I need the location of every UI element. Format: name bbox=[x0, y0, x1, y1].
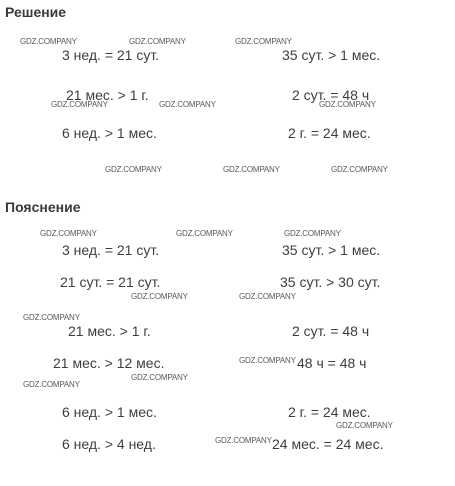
explanation-row-6-right: 24 мес. = 24 мес. bbox=[272, 436, 384, 452]
watermark: GDZ.COMPANY bbox=[20, 37, 77, 46]
watermark: GDZ.COMPANY bbox=[239, 292, 296, 301]
watermark: GDZ.COMPANY bbox=[176, 229, 233, 238]
explanation-row-1-right: 35 сут. > 1 мес. bbox=[282, 242, 381, 258]
solution-row-2-left: 21 мес. > 1 г. bbox=[66, 87, 149, 103]
explanation-row-4-left: 21 мес. > 12 мес. bbox=[53, 355, 165, 371]
solution-row-2-right: 2 сут. = 48 ч bbox=[292, 87, 370, 103]
watermark: GDZ.COMPANY bbox=[336, 421, 393, 430]
watermark: GDZ.COMPANY bbox=[51, 100, 108, 109]
solution-row-3-left: 6 нед. > 1 мес. bbox=[62, 125, 157, 141]
solution-row-1-left: 3 нед. = 21 сут. bbox=[62, 47, 160, 63]
explanation-row-3-right: 2 сут. = 48 ч bbox=[292, 323, 370, 339]
watermark: GDZ.COMPANY bbox=[159, 100, 216, 109]
solution-row-3-right: 2 г. = 24 мес. bbox=[288, 125, 371, 141]
watermark: GDZ.COMPANY bbox=[223, 165, 280, 174]
watermark: GDZ.COMPANY bbox=[131, 373, 188, 382]
watermark: GDZ.COMPANY bbox=[319, 100, 376, 109]
watermark: GDZ.COMPANY bbox=[239, 356, 296, 365]
explanation-row-5-right: 2 г. = 24 мес. bbox=[288, 404, 371, 420]
watermark: GDZ.COMPANY bbox=[131, 292, 188, 301]
watermark: GDZ.COMPANY bbox=[331, 165, 388, 174]
explanation-row-6-left: 6 нед. > 4 нед. bbox=[62, 436, 156, 452]
explanation-row-1-left: 3 нед. = 21 сут. bbox=[62, 242, 160, 258]
watermark: GDZ.COMPANY bbox=[215, 436, 272, 445]
watermark: GDZ.COMPANY bbox=[23, 313, 80, 322]
watermark: GDZ.COMPANY bbox=[105, 165, 162, 174]
explanation-row-2-right: 35 сут. > 30 сут. bbox=[280, 274, 381, 290]
explanation-row-4-right: 48 ч = 48 ч bbox=[297, 355, 367, 371]
solution-heading: Решение bbox=[5, 4, 67, 20]
watermark: GDZ.COMPANY bbox=[235, 37, 292, 46]
explanation-heading: Пояснение bbox=[5, 199, 81, 215]
watermark: GDZ.COMPANY bbox=[23, 380, 80, 389]
watermark: GDZ.COMPANY bbox=[129, 37, 186, 46]
explanation-row-5-left: 6 нед. > 1 мес. bbox=[62, 404, 157, 420]
explanation-row-2-left: 21 сут. = 21 сут. bbox=[60, 274, 161, 290]
watermark: GDZ.COMPANY bbox=[284, 229, 341, 238]
explanation-row-3-left: 21 мес. > 1 г. bbox=[68, 323, 151, 339]
watermark: GDZ.COMPANY bbox=[40, 229, 97, 238]
solution-row-1-right: 35 сут. > 1 мес. bbox=[282, 47, 381, 63]
